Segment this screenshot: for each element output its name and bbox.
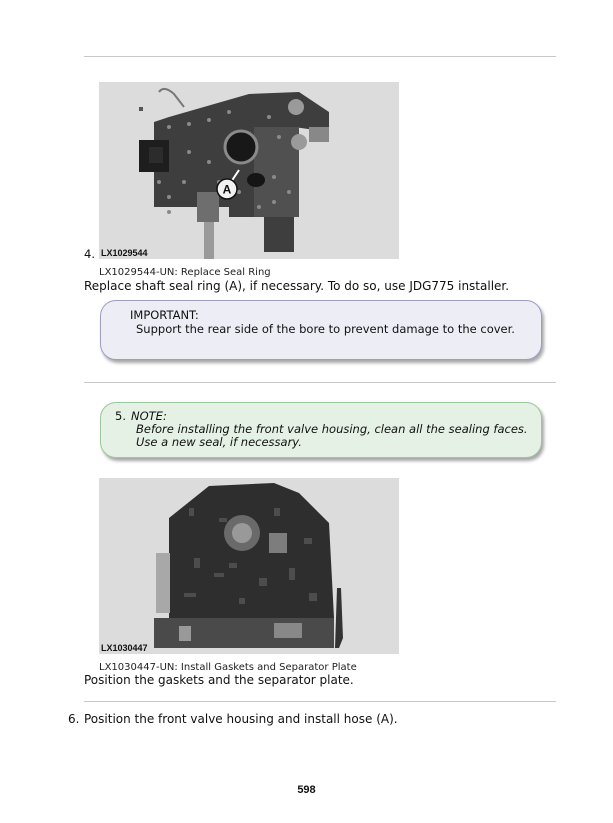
step-number: 5. xyxy=(115,409,126,423)
section-divider xyxy=(84,382,556,383)
step-number: 6. xyxy=(68,712,80,726)
photo-label: LX1030447 xyxy=(101,643,148,653)
note-callout xyxy=(100,402,542,458)
photo-separator-plate xyxy=(99,478,399,654)
step-text: Position the front valve housing and install hose (A). xyxy=(84,712,398,726)
step-text: Position the gaskets and the separator plate. xyxy=(84,673,354,687)
valve-housing-cover-image xyxy=(99,82,399,259)
step-text: Replace shaft seal ring (A), if necessary. To do so, use JDG775 installer. xyxy=(84,279,510,293)
note-text: Before installing the front valve housing, clean all the sealing faces. Use a new seal, if necessary. xyxy=(136,422,528,449)
section-divider xyxy=(84,701,556,702)
figure-caption: LX1030447-UN: Install Gaskets and Separator Plate xyxy=(99,662,357,673)
svg-text:A: A xyxy=(222,182,232,197)
photo-label: LX1029544 xyxy=(101,248,148,258)
step-number: 4. xyxy=(84,247,95,261)
section-divider-top xyxy=(84,56,556,57)
note-title: NOTE: xyxy=(131,409,167,423)
figure-caption: LX1029544-UN: Replace Seal Ring xyxy=(99,267,271,278)
important-title: IMPORTANT: xyxy=(130,308,199,322)
photo-seal-ring xyxy=(99,82,399,259)
important-text: Support the rear side of the bore to prevent damage to the cover. xyxy=(136,322,515,336)
important-callout xyxy=(100,300,542,360)
valve-body-separator-plate-image xyxy=(99,478,399,654)
page-number: 598 xyxy=(297,784,316,796)
